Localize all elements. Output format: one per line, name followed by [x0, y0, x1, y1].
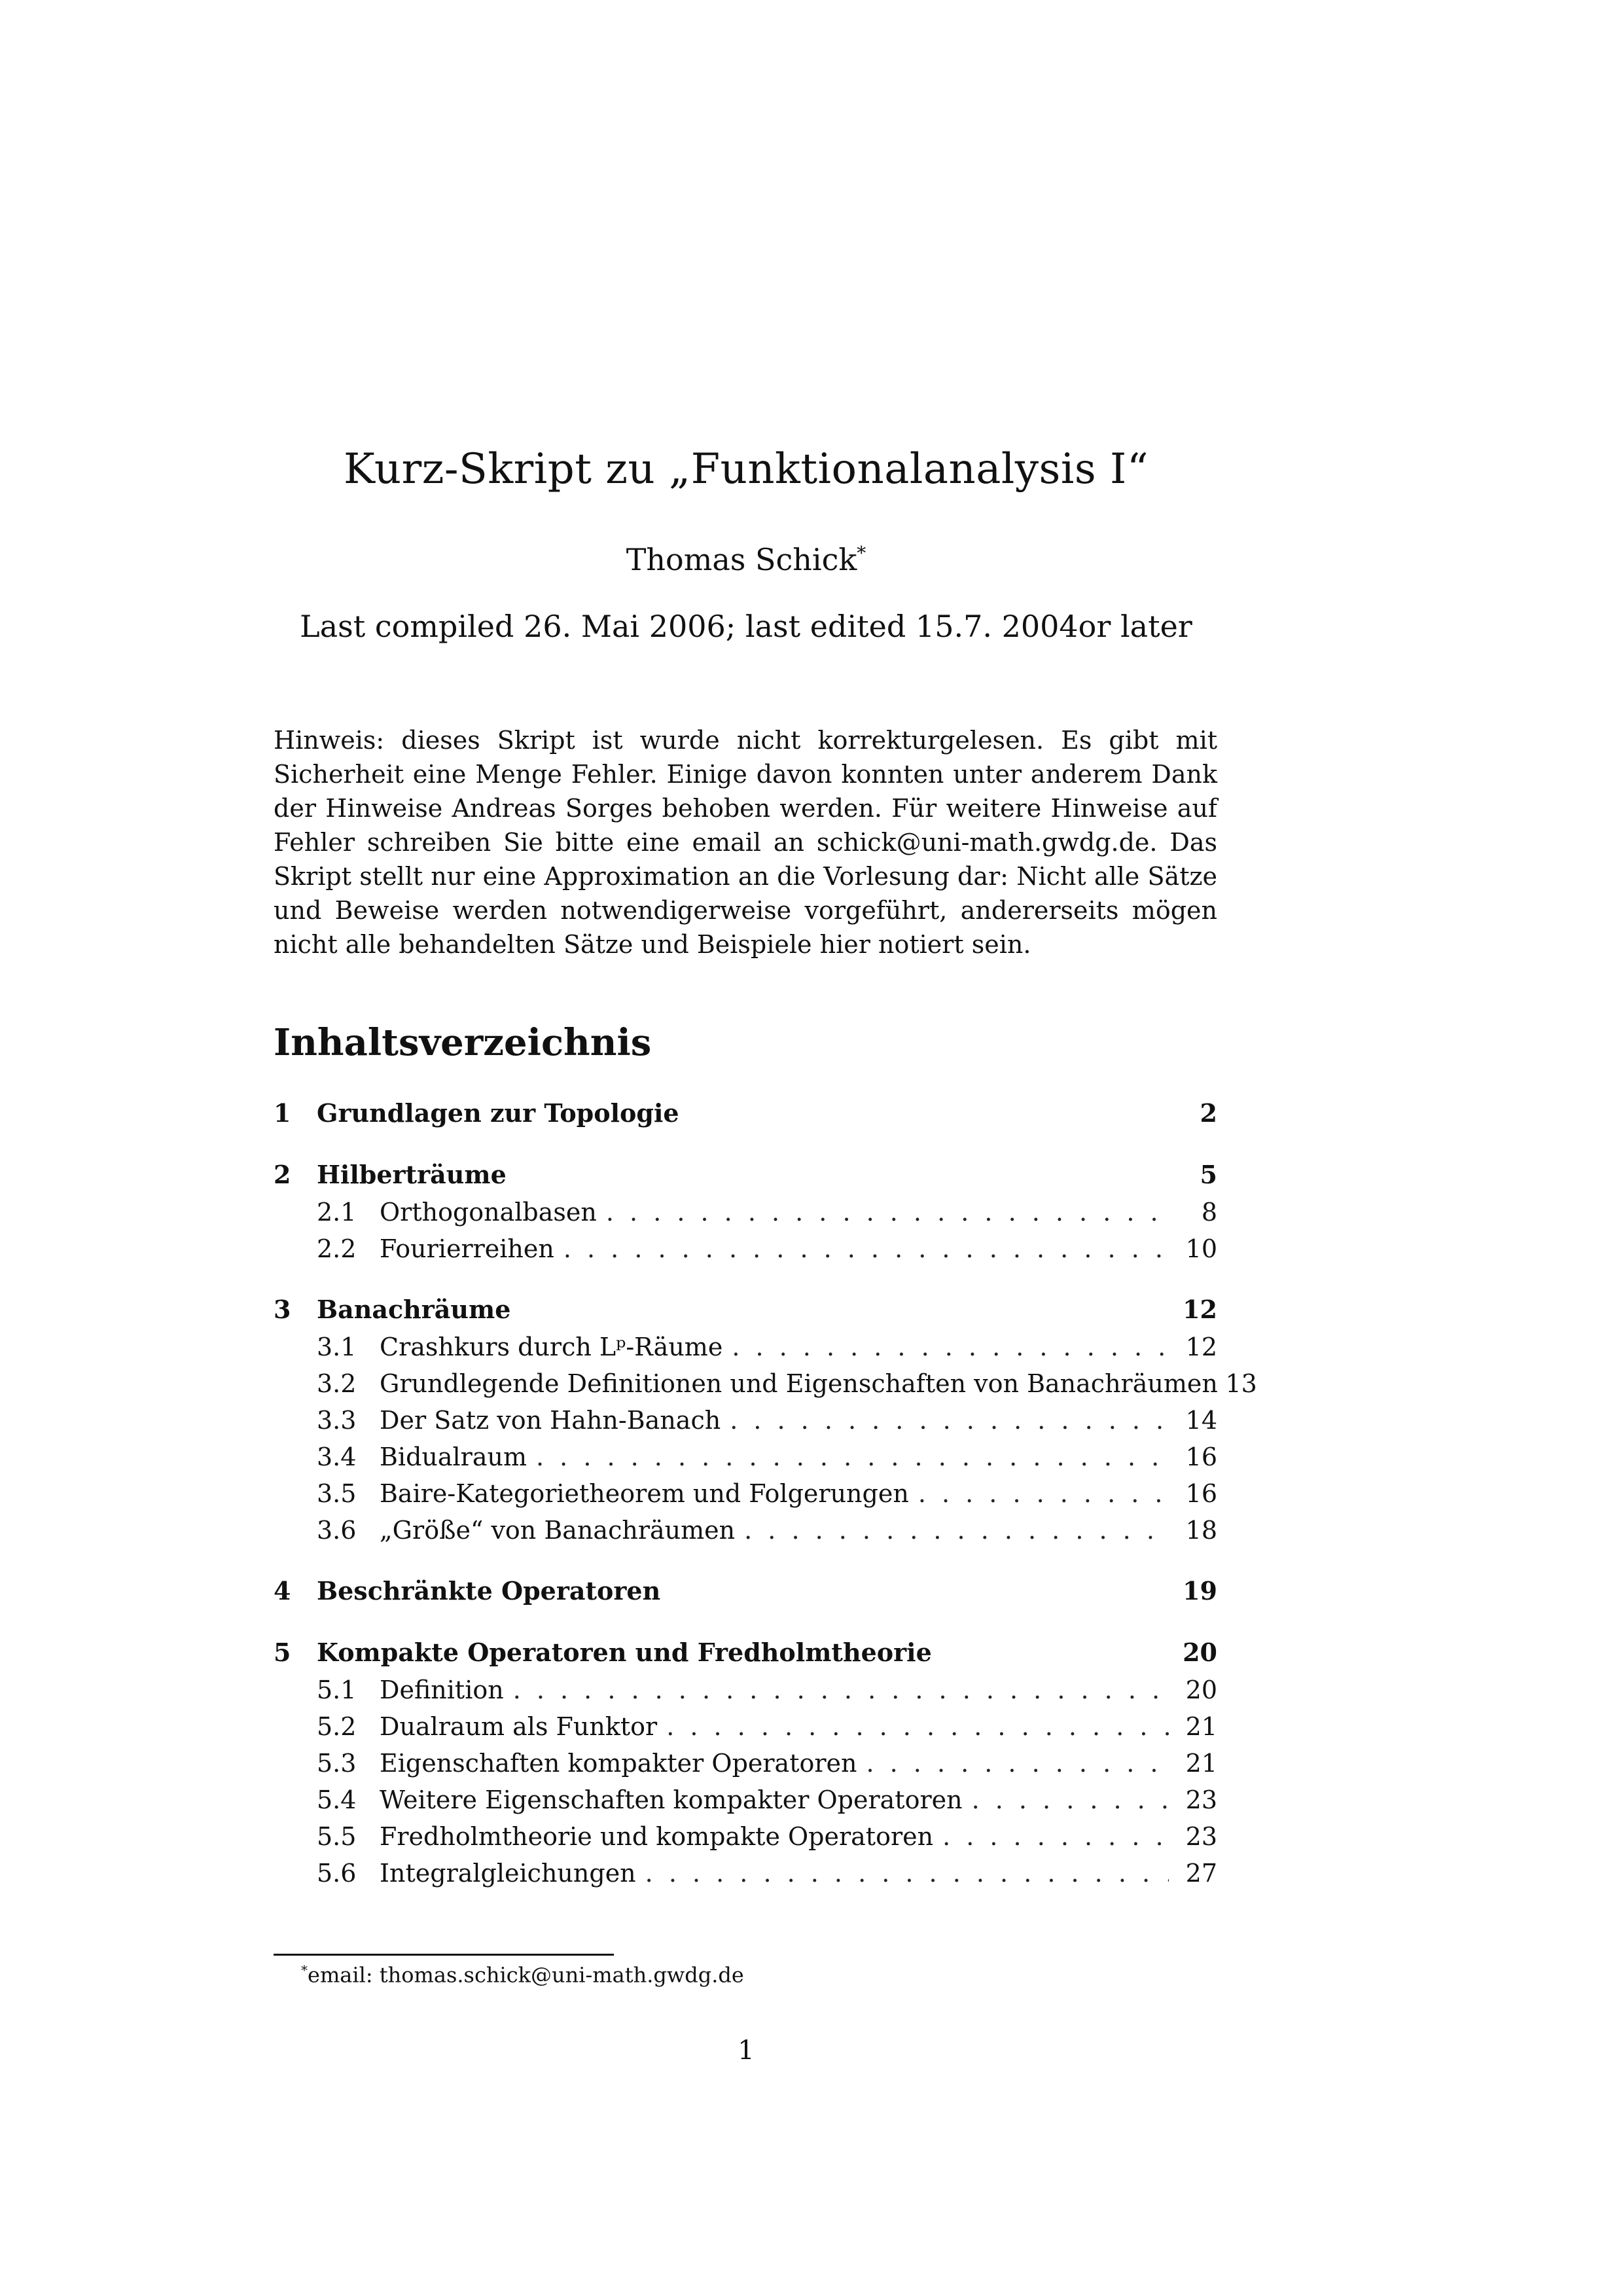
toc-subsection-page: 16 [1185, 1443, 1217, 1471]
toc-dot-leader [732, 1333, 1169, 1361]
toc-subsection-number: 3.5 [317, 1479, 357, 1508]
toc-chapter-entry[interactable] [274, 1638, 1217, 1676]
toc-chapter-title: Kompakte Operatoren und Fredholmtheorie [317, 1638, 932, 1667]
toc-subsection-entry[interactable] [274, 1785, 1217, 1822]
toc-subsection-number: 5.6 [317, 1859, 357, 1888]
toc-subsection-entry[interactable] [274, 1712, 1217, 1749]
toc-chapter-entry[interactable] [274, 1576, 1217, 1614]
toc-dot-leader [730, 1406, 1169, 1435]
toc-subsection-page: 20 [1185, 1676, 1217, 1704]
toc-dot-leader [666, 1712, 1169, 1741]
toc-subsection-number: 3.4 [317, 1443, 357, 1471]
toc-heading: Inhaltsverzeichnis [274, 1021, 652, 1064]
toc-subsection-number: 5.3 [317, 1749, 357, 1778]
toc-subsection-number: 3.2 [317, 1369, 357, 1398]
toc-subsection-number: 5.4 [317, 1785, 357, 1814]
toc-subsection-page: 18 [1185, 1516, 1217, 1545]
toc-dot-leader [645, 1859, 1169, 1888]
toc-chapter-page: 12 [1183, 1295, 1217, 1324]
toc-subsection-number: 2.1 [317, 1198, 357, 1227]
toc-subsection-title: Fourierreihen [380, 1234, 554, 1263]
toc-subsection-title: Crashkurs durch Lᵖ-Räume [380, 1333, 723, 1361]
author-name: Thomas Schick [626, 542, 857, 577]
toc-subsection-entry[interactable] [274, 1859, 1217, 1895]
toc-subsection-entry[interactable] [274, 1333, 1217, 1369]
toc-chapter-page: 5 [1200, 1160, 1217, 1189]
toc-subsection-page: 14 [1185, 1406, 1217, 1435]
toc-subsection-entry[interactable] [274, 1516, 1217, 1552]
toc-subsection-title: Der Satz von Hahn-Banach [380, 1406, 721, 1435]
toc-subsection-page: 23 [1185, 1785, 1217, 1814]
toc-chapter-entry[interactable] [274, 1295, 1217, 1333]
toc-dot-leader [513, 1676, 1169, 1704]
toc-section [274, 1576, 1217, 1614]
toc-chapter-title: Grundlagen zur Topologie [317, 1098, 679, 1128]
footnote-mark: * [301, 1962, 308, 1978]
toc-chapter-number: 4 [274, 1576, 291, 1605]
toc-chapter-number: 2 [274, 1160, 291, 1189]
footnote [301, 1962, 744, 1988]
toc-subsection-page: 12 [1185, 1333, 1217, 1361]
toc-subsection-entry[interactable] [274, 1198, 1217, 1234]
toc-chapter-title: Beschränkte Operatoren [317, 1576, 661, 1605]
toc-subsection-entry[interactable] [274, 1479, 1217, 1516]
toc-dot-leader [563, 1234, 1169, 1263]
toc-chapter-title: Hilberträume [317, 1160, 507, 1189]
toc-chapter-number: 1 [274, 1098, 291, 1128]
footnote-rule [274, 1954, 614, 1956]
toc-subsection-title: Grundlegende Definitionen und Eigenschaften von Banachräumen [380, 1369, 1218, 1398]
toc-subsection-title: Weitere Eigenschaften kompakter Operatoren [380, 1785, 963, 1814]
toc-dot-leader [866, 1749, 1169, 1778]
toc-subsection-title: Orthogonalbasen [380, 1198, 597, 1227]
page-number: 1 [738, 2036, 755, 2066]
table-of-contents [274, 1098, 1257, 1919]
toc-chapter-number: 5 [274, 1638, 291, 1667]
toc-subsection-number: 3.3 [317, 1406, 357, 1435]
toc-subsection-entry[interactable] [274, 1369, 1257, 1406]
author-footnote-mark: * [857, 542, 866, 564]
toc-subsection-page: 21 [1185, 1712, 1217, 1741]
toc-subsection-page: 21 [1185, 1749, 1217, 1778]
footnote-text: email: thomas.schick@uni-math.gwdg.de [308, 1962, 744, 1988]
author-line [0, 542, 1492, 577]
toc-subsection-entry[interactable] [274, 1749, 1217, 1785]
date-line: Last compiled 26. Mai 2006; last edited 15.7. 2004or later [300, 609, 1192, 644]
toc-subsection-title: Bidualraum [380, 1443, 527, 1471]
toc-dot-leader [942, 1822, 1169, 1851]
toc-subsection-page: 10 [1185, 1234, 1217, 1263]
toc-dot-leader [972, 1785, 1169, 1814]
toc-subsection-page: 13 [1225, 1369, 1257, 1398]
toc-chapter-title: Banachräume [317, 1295, 511, 1324]
toc-subsection-number: 5.2 [317, 1712, 357, 1741]
toc-chapter-page: 19 [1183, 1576, 1217, 1605]
toc-chapter-number: 3 [274, 1295, 291, 1324]
toc-subsection-entry[interactable] [274, 1234, 1217, 1271]
toc-section [274, 1098, 1217, 1136]
toc-subsection-title: Eigenschaften kompakter Operatoren [380, 1749, 857, 1778]
toc-subsection-entry[interactable] [274, 1822, 1217, 1859]
toc-chapter-page: 2 [1200, 1098, 1217, 1128]
toc-subsection-number: 3.6 [317, 1516, 357, 1545]
toc-subsection-title: Integralgleichungen [380, 1859, 636, 1888]
toc-subsection-title: Baire-Kategorietheorem und Folgerungen [380, 1479, 909, 1508]
toc-subsection-number: 5.1 [317, 1676, 357, 1704]
toc-subsection-page: 27 [1185, 1859, 1217, 1888]
toc-subsection-number: 5.5 [317, 1822, 357, 1851]
toc-subsection-page: 23 [1185, 1822, 1217, 1851]
toc-subsection-number: 2.2 [317, 1234, 357, 1263]
toc-dot-leader [536, 1443, 1169, 1471]
toc-chapter-entry[interactable] [274, 1160, 1217, 1198]
toc-subsection-number: 3.1 [317, 1333, 357, 1361]
toc-subsection-entry[interactable] [274, 1443, 1217, 1479]
toc-section [274, 1160, 1217, 1271]
toc-dot-leader [918, 1479, 1169, 1508]
toc-chapter-entry[interactable] [274, 1098, 1217, 1136]
toc-subsection-title: Dualraum als Funktor [380, 1712, 658, 1741]
toc-dot-leader [744, 1516, 1169, 1545]
toc-subsection-title: „Größe“ von Banachräumen [380, 1516, 736, 1545]
toc-subsection-page: 16 [1185, 1479, 1217, 1508]
toc-section [274, 1295, 1257, 1552]
toc-subsection-page: 8 [1201, 1198, 1217, 1227]
toc-subsection-title: Definition [380, 1676, 504, 1704]
toc-subsection-entry[interactable] [274, 1676, 1217, 1712]
toc-subsection-entry[interactable] [274, 1406, 1217, 1443]
toc-dot-leader [606, 1198, 1169, 1227]
toc-section [274, 1638, 1217, 1895]
document-title: Kurz-Skript zu „Funktionalanalysis I“ [343, 445, 1149, 493]
toc-chapter-page: 20 [1183, 1638, 1217, 1667]
abstract-paragraph: Hinweis: dieses Skript ist wurde nicht korrekturgelesen. Es gibt mit Sicherheit eine Menge Fehler. Einige davon konnten unter anderem Dank der Hinweise Andreas Sorges behoben werden. Für weitere Hinweise auf Fehler schreiben Sie bitte eine email an schick@uni-math.gwdg.de. Das Skript stellt nur eine Approximation an die Vorlesung dar: Nicht alle Sätze und Beweise werden notwendigerweise vorgeführt, andererseits mögen nicht alle behandelten Sätze und Beispiele hier notiert sein. [274, 726, 1217, 959]
toc-subsection-title: Fredholmtheorie und kompakte Operatoren [380, 1822, 934, 1851]
